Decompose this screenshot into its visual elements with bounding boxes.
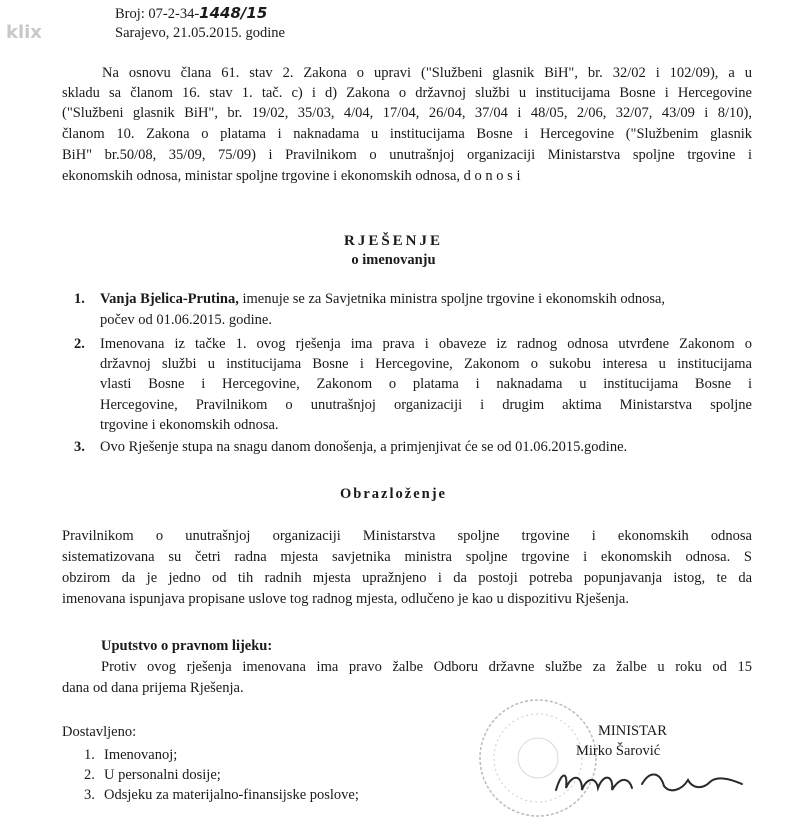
list-item xyxy=(100,290,665,308)
distribution-item: U personalni dosije; xyxy=(104,767,221,783)
signatory-name: Mirko Šarović xyxy=(576,743,661,759)
item-text: Hercegovine, Pravilnikom o unutrašnjoj organizaciji i drugim aktima Ministarstva spoljne xyxy=(100,397,752,413)
item-text: trgovine i ekonomskih odnosa. xyxy=(100,417,279,433)
signatory-role: MINISTAR xyxy=(598,723,667,739)
document-number-label: Broj: 07-2-34- xyxy=(115,6,200,22)
distribution-title: Dostavljeno: xyxy=(62,724,137,740)
handwritten-signature xyxy=(552,760,752,804)
legal-remedy-line: dana od dana prijema Rješenja. xyxy=(62,680,244,696)
reasoning-line: sistematizovana su četri radna mjesta savjetnika ministra spoljne trgovine i ekonomskih odnosa. S xyxy=(62,549,752,565)
document-number xyxy=(115,4,267,23)
document-subtitle: o imenovanju xyxy=(351,252,436,268)
legal-remedy-title: Uputstvo o pravnom lijeku: xyxy=(101,638,273,654)
distribution-number: 2. xyxy=(84,767,95,783)
watermark-text: klix xyxy=(6,22,42,43)
item-text: Ovo Rješenje stupa na snagu danom donošenja, a primjenjivat će se od 01.06.2015.godine. xyxy=(100,439,628,455)
reasoning-line: Pravilnikom o unutrašnjoj organizaciji Ministarstva spoljne trgovine i ekonomskih odnosa xyxy=(62,528,752,544)
preamble-line: skladu sa članom 16. stav 1. tač. c) i d) Zakona o državnoj službi u institucijama Bosne i Hercegovine xyxy=(62,85,752,101)
item-text: vlasti Bosne i Hercegovine, Zakonom o platama i naknadama u institucijama Bosne i xyxy=(100,376,752,392)
item-number: 2. xyxy=(74,336,85,352)
distribution-number: 3. xyxy=(84,787,95,803)
item-text: državnoj službi u institucijama Bosne i Hercegovine, Zakonom o sukobu interesa u institucijama xyxy=(100,356,752,372)
distribution-item: Odsjeku za materijalno-finansijske poslove; xyxy=(104,787,359,803)
distribution-item: Imenovanoj; xyxy=(104,747,178,763)
reasoning-title: Obrazloženje xyxy=(340,486,447,502)
appointee-name: Vanja Bjelica-Prutina, xyxy=(100,291,239,307)
preamble-line: ("Službeni glasnik BiH", br. 19/02, 35/03, 4/04, 17/04, 26/04, 37/04 i 48/05, 2/06, 32/07, 43/09 i 8/10), xyxy=(62,105,752,121)
preamble-line: ekonomskih odnosa, ministar spoljne trgovine i ekonomskih odnosa, d o n o s i xyxy=(62,168,521,184)
preamble-line: Na osnovu člana 61. stav 2. Zakona o upravi ("Službeni glasnik BiH", br. 32/02 i 102/09), a u xyxy=(102,65,752,81)
place-date: Sarajevo, 21.05.2015. godine xyxy=(115,25,285,41)
item-number: 1. xyxy=(74,291,85,307)
item-number: 3. xyxy=(74,439,85,455)
reasoning-line: obzirom da je jedno od tih radnih mjesta upražnjeno i da postoji potreba popunjavanja istog, te da xyxy=(62,570,752,586)
document-number-handwritten: 1448/15 xyxy=(199,4,268,22)
item-text: Imenovana iz tačke 1. ovog rješenja ima prava i obaveze iz radnog odnosa utvrđene Zakonom o xyxy=(100,336,752,352)
reasoning-line: imenovana ispunjava propisane uslove tog radnog mjesta, odlučeno je kao u dispozitivu Rješenja. xyxy=(62,591,629,607)
preamble-line: članom 10. Zakona o platama i naknadama u institucijama Bosne i Hercegovine ("Službenim glasnik xyxy=(62,126,752,142)
distribution-number: 1. xyxy=(84,747,95,763)
preamble-line: BiH" br.50/08, 35/09, 75/09) i Pravilnikom o unutrašnjoj organizaciji Ministarstva spoljne trgovine i xyxy=(62,147,752,163)
document-title: RJEŠENJE xyxy=(343,233,444,249)
item-text: počev od 01.06.2015. godine. xyxy=(100,312,272,328)
item-text: imenuje se za Savjetnika ministra spoljne trgovine i ekonomskih odnosa, xyxy=(238,291,666,307)
legal-remedy-line: Protiv ovog rješenja imenovana ima pravo žalbe Odboru državne službe za žalbe u roku od 15 xyxy=(101,659,752,675)
